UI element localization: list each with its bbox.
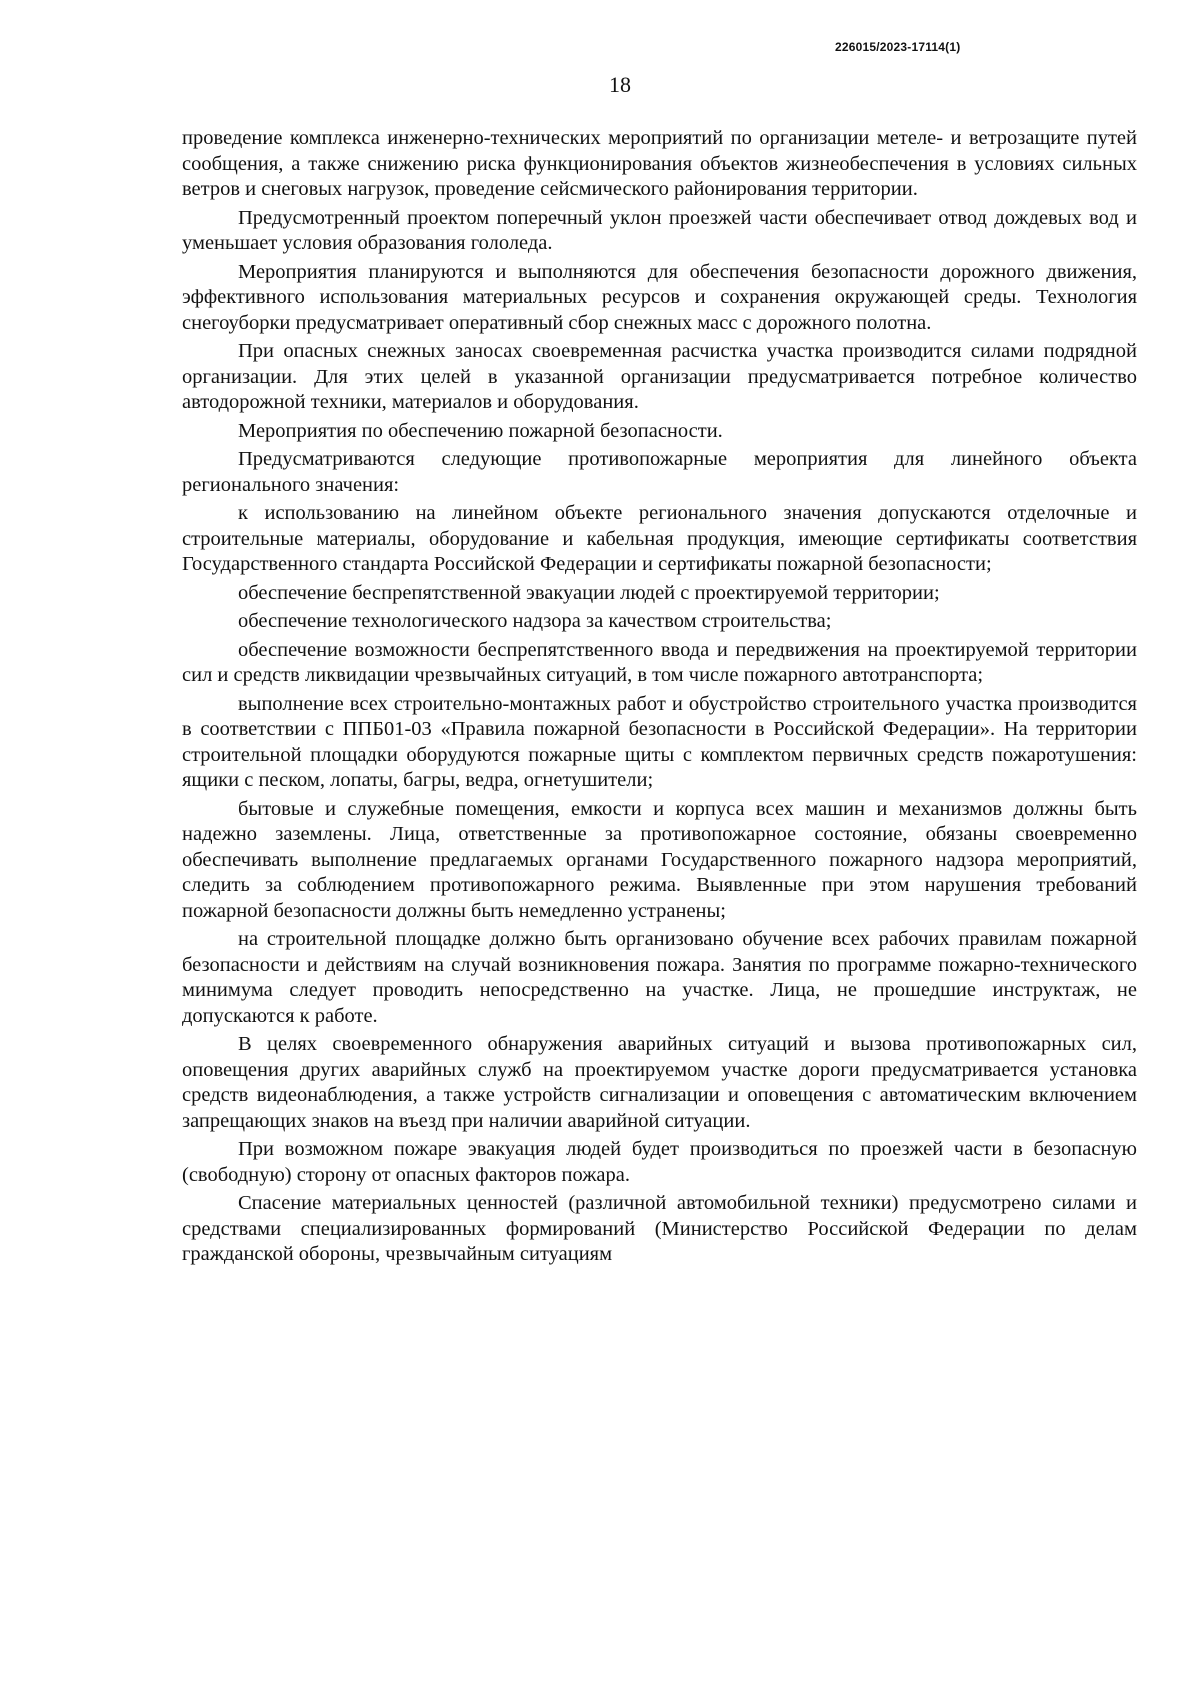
paragraph-13: на строительной площадке должно быть организовано обучение всех рабочих правилам пожарной безопасности и действиям на случай возникновения пожара. Занятия по программе пожарно-технического минимума следует проводить непосредственно на участке. Лица, не прошедшие инструктаж, не допускаются к работе. — [182, 928, 1137, 1027]
paragraph-5: Мероприятия по обеспечению пожарной безопасности. — [238, 419, 723, 442]
document-body — [182, 126, 1137, 1271]
paragraph-16: Спасение материальных ценностей (различной автомобильной техники) предусмотрено силами и средствами специализированных формирований (Министерство Российской Федерации по делам гражданской обороны, чрезвычайным ситуациям — [182, 1192, 1137, 1265]
paragraph-8: обеспечение беспрепятственной эвакуации людей с проектируемой территории; — [238, 581, 940, 604]
paragraph-4: При опасных снежных заносах своевременная расчистка участка производится силами подрядной организации. Для этих целей в указанной организации предусматривается потребное количество автодорожной техники, материалов и оборудования. — [182, 340, 1137, 413]
paragraph-9: обеспечение технологического надзора за качеством строительства; — [238, 610, 832, 632]
paragraph-7: к использованию на линейном объекте регионального значения допускаются отделочные и строительные материалы, оборудование и кабельная продукция, имеющие сертификаты соответствия Государственного стандарта Российской Федерации и сертификаты пожарной безопасности; — [182, 502, 1137, 575]
paragraph-2: Предусмотренный проектом поперечный уклон проезжей части обеспечивает отвод дождевых вод и уменьшает условия образования гололеда. — [182, 206, 1137, 254]
paragraph-12: бытовые и служебные помещения, емкости и корпуса всех машин и механизмов должны быть надежно заземлены. Лица, ответственные за противопожарное состояние, обязаны своевременно обеспечивать выполнение предлагаемых органами Государственного пожарного надзора мероприятий, следить за соблюдением противопожарного режима. Выявленные при этом нарушения требований пожарной безопасности должны быть немедленно устранены; — [182, 797, 1137, 922]
paragraph-14: В целях своевременного обнаружения аварийных ситуаций и вызова противопожарных сил, оповещения других аварийных служб на проектируемом участке дороги предусматривается установка средств видеонаблюдения, а также устройств сигнализации и оповещения с автоматическим включением запрещающих знаков на въезд при наличии аварийной ситуации. — [182, 1033, 1137, 1132]
document-registration-number: 226015/2023-17114(1) — [835, 40, 961, 54]
paragraph-10: обеспечение возможности беспрепятственного ввода и передвижения на проектируемой территории сил и средств ликвидации чрезвычайных ситуаций, в том числе пожарного автотранспорта; — [182, 638, 1137, 686]
paragraph-3: Мероприятия планируются и выполняются для обеспечения безопасности дорожного движения, эффективного использования материальных ресурсов и сохранения окружающей среды. Технология снегоуборки предусматривает оперативный сбор снежных масс с дорожного полотна. — [182, 260, 1137, 334]
paragraph-15: При возможном пожаре эвакуация людей будет производиться по проезжей части в безопасную (свободную) сторону от опасных факторов пожара. — [182, 1138, 1137, 1186]
paragraph-11: выполнение всех строительно-монтажных работ и обустройство строительного участка производится в соответствии с ППБ01-03 «Правила пожарной безопасности в Российской Федерации». На территории строительной площадки оборудуются пожарные щиты с комплектом первичных средств пожаротушения: ящики с песком, лопаты, багры, ведра, огнетушители; — [182, 692, 1137, 791]
page-number: 18 — [609, 72, 631, 97]
paragraph-1: проведение комплекса инженерно-технических мероприятий по организации метеле- и ветрозащите путей сообщения, а также снижению риска функционирования объектов жизнеобеспечения в условиях сильных ветров и снеговых нагрузок, проведение сейсмического районирования территории. — [182, 127, 1137, 200]
paragraph-6: Предусматриваются следующие противопожарные мероприятия для линейного объекта регионального значения: — [182, 448, 1137, 496]
